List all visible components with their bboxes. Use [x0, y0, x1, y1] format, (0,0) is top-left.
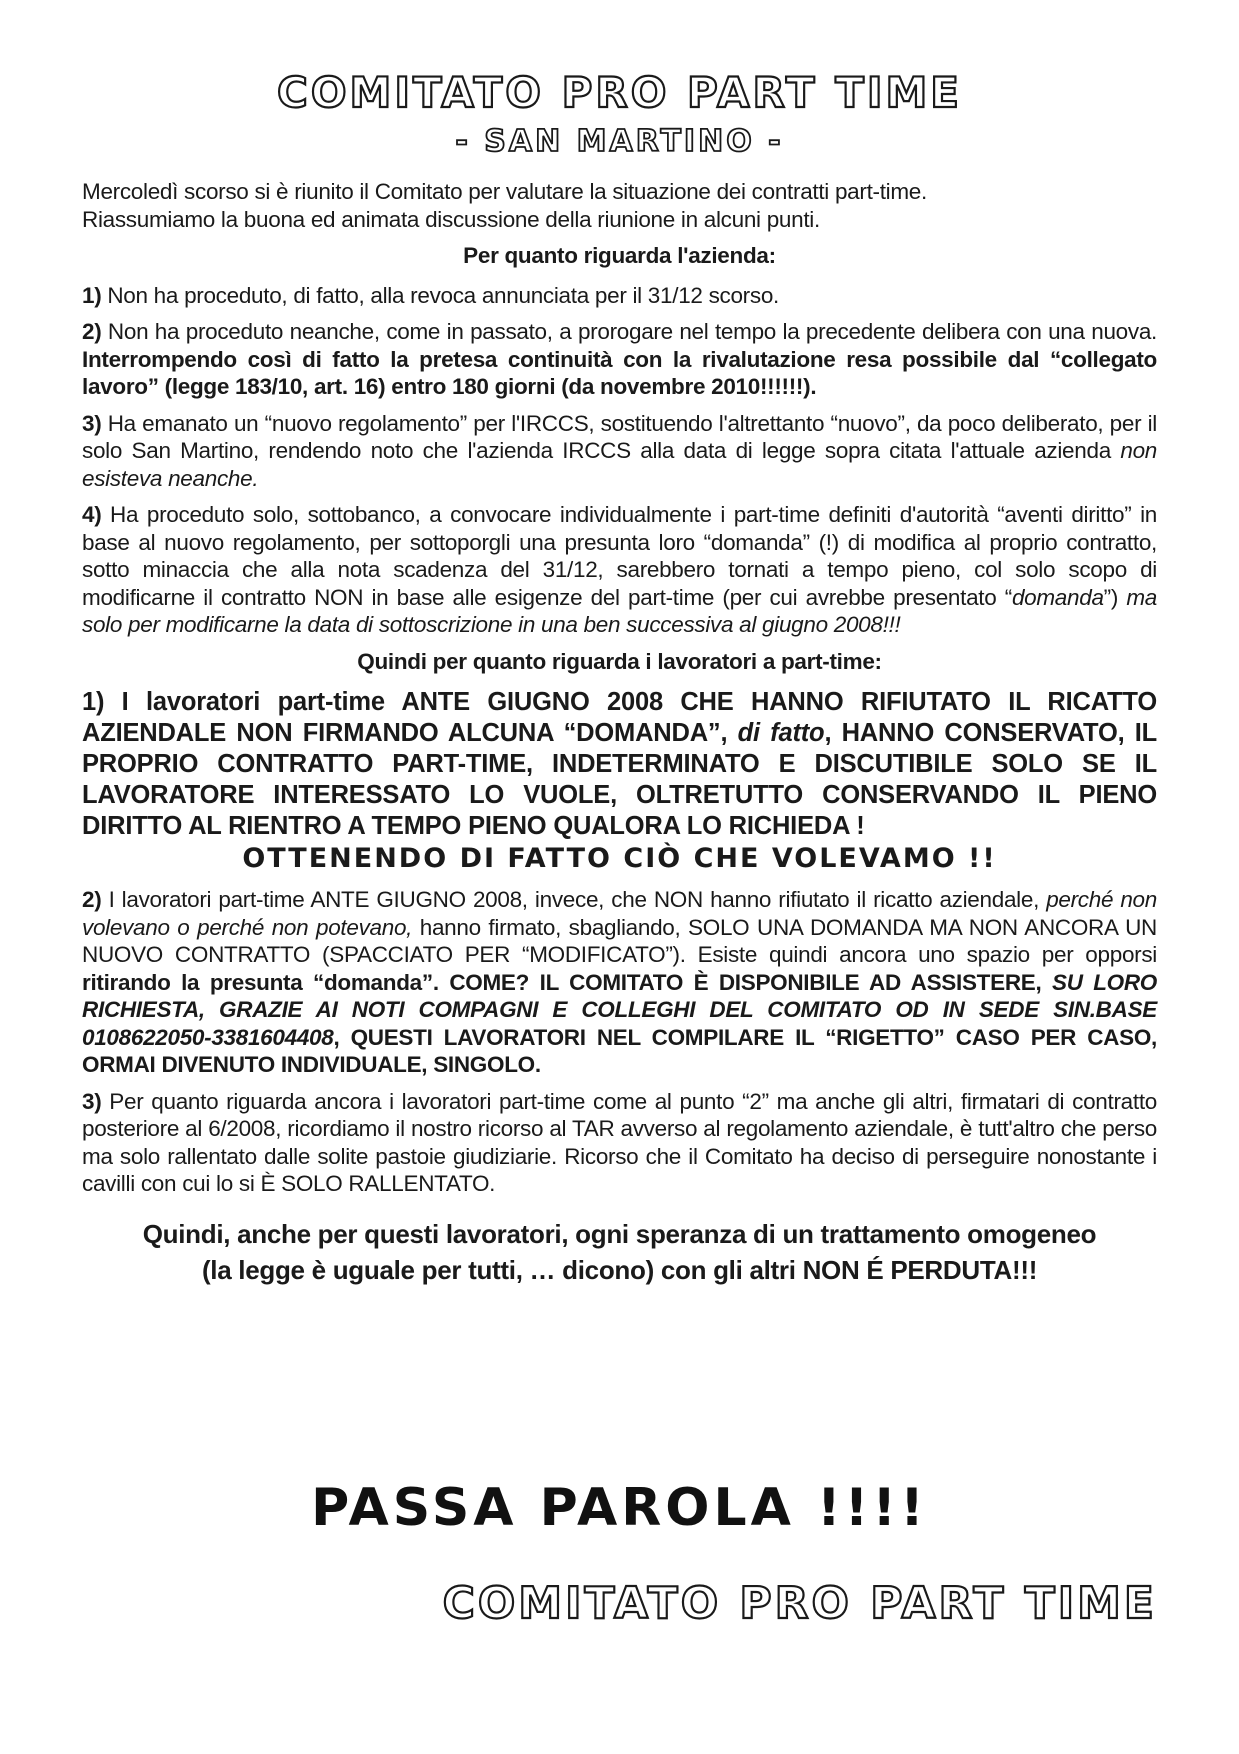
- lavoratori-point-2: [82, 886, 1157, 1079]
- azienda-heading: Per quanto riguarda l'azienda:: [463, 243, 776, 268]
- azienda-point-4: [82, 501, 1157, 639]
- point-italic-text: perché non volevano o perché non potevano,: [82, 887, 1157, 940]
- lavoratori-point-3: [82, 1088, 1157, 1198]
- point-bold-text: Interrompendo così di fatto la pretesa continuità con la rivalutazione resa possibile dal “collegato lavoro” (legge 183/10, art. 16) entro 180 giorni (da novembre 2010!!!!!!).: [82, 346, 1157, 399]
- point-text: Non ha proceduto, di fatto, alla revoca annunciata per il 31/12 scorso.: [101, 282, 779, 308]
- point-number: 4): [82, 502, 102, 527]
- point-text: Per quanto riguarda ancora i lavoratori part-time come al punto “2” ma anche gli altri, firmatari di contratto posteriore al 6/2008, ricordiamo il nostro ricorso al TAR avverso al regolamento aziendale, è tutt'altro che perso ma solo rallentato dalle solite pastoie giudiziarie. Ricorso che il Comitato ha deciso di perseguire nonostante i cavilli con cui lo si È SOLO RALLENTATO.: [82, 1088, 1157, 1196]
- point-italic-text: non esisteva neanche.: [82, 438, 1157, 491]
- shout-line: OTTENENDO DI FATTO CIÒ CHE VOLEVAMO !!: [242, 843, 997, 874]
- point-number: 2): [82, 887, 102, 912]
- point-bold-text: , QUESTI LAVORATORI NEL COMPILARE IL “RIGETTO” CASO PER CASO, ORMAI DIVENUTO INDIVIDUALE, SINGOLO.: [82, 1024, 1157, 1077]
- point-text: I lavoratori part-time ANTE GIUGNO 2008, invece, che NON hanno rifiutato il ricatto aziendale,: [101, 887, 1047, 912]
- signature: COMITATO PRO PART TIME: [442, 1578, 1157, 1629]
- point-number: 1): [82, 282, 102, 308]
- point-bold-text: ritirando la presunta “domanda”. COME? IL COMITATO È DISPONIBILE AD ASSISTERE,: [82, 969, 1052, 995]
- point-bold-italic-text: SU LORO RICHIESTA, GRAZIE AI NOTI COMPAGNI E COLLEGHI DEL COMITATO OD IN SEDE SIN.BASE 0108622050-3381604408: [82, 969, 1158, 1050]
- point-italic-text: ma solo per modificarne la data di sottoscrizione in una ben successiva al giugno 2008!!!: [82, 584, 1157, 637]
- azienda-point-2: [82, 318, 1157, 401]
- point-text: Ha emanato un “nuovo regolamento” per l'IRCCS, sostituendo l'altrettanto “nuovo”, da poco deliberato, per il solo San Martino, rendendo noto che l'azienda IRCCS alla data di legge sopra citata l'attuale azienda: [82, 410, 1157, 463]
- intro-line-2: Riassumiamo la buona ed animata discussione della riunione in alcuni punti.: [82, 206, 820, 232]
- point-number: 1): [82, 688, 105, 716]
- point-italic-text: di fatto: [737, 719, 825, 747]
- point-text: , HANNO CONSERVATO, IL PROPRIO CONTRATTO PART-TIME, INDETERMINATO E DISCUTIBILE SOLO SE IL LAVORATORE INTERESSATO LO VUOLE, OLTRETUTTO CONSERVANDO IL PIENO DIRITTO AL RIENTRO A TEMPO PIENO QUALORA LO RICHIEDA !: [82, 719, 1158, 840]
- point-text: Ha proceduto solo, sottobanco, a convocare individualmente i part-time definiti d'autorità “aventi diritto” in base al nuovo regolamento, per sottoporgli una presunta loro “domanda” (!) di modifica al proprio contratto, sotto minaccia che alla nota scadenza del 31/12, sarebbero tornati a tempo pieno, col solo scopo di modificarne il contratto NON in base alle esigenze del part-time (per cui avrebbe presentato “: [82, 502, 1157, 610]
- intro-line-1: Mercoledì scorso si è riunito il Comitato per valutare la situazione dei contratti part-time.: [82, 179, 927, 204]
- flyer-subtitle: - SAN MARTINO -: [455, 124, 784, 159]
- point-text: hanno firmato, sbagliando, SOLO UNA DOMANDA MA NON ANCORA UN NUOVO CONTRATTO (SPACCIATO PER “MODIFICATO”). Esiste quindi ancora uno spazio per opporsi: [82, 914, 1157, 967]
- point-number: 3): [82, 410, 102, 436]
- intro-paragraph: [82, 178, 1157, 233]
- azienda-point-1: [82, 282, 1157, 310]
- flyer-title: COMITATO PRO PART TIME: [277, 68, 962, 117]
- flyer-body: [82, 178, 1157, 1297]
- point-number: 3): [82, 1088, 102, 1114]
- closing-paragraph: [82, 1216, 1157, 1288]
- lavoratori-heading: Quindi per quanto riguarda i lavoratori a part-time:: [357, 648, 882, 674]
- point-italic-text: domanda: [1011, 584, 1104, 610]
- closing-line-2: (la legge è uguale per tutti, … dicono) con gli altri NON É PERDUTA!!!: [201, 1254, 1038, 1285]
- closing-line-1: Quindi, anche per questi lavoratori, ogni speranza di un trattamento omogeneo: [142, 1218, 1097, 1249]
- point-text: ”): [1103, 584, 1127, 610]
- point-text: Non ha proceduto neanche, come in passato, a prorogare nel tempo la precedente delibera con una nuova.: [101, 319, 1157, 344]
- point-number: 2): [82, 319, 102, 344]
- lavoratori-point-1: [82, 687, 1157, 842]
- point-text: I lavoratori part-time ANTE GIUGNO 2008 CHE HANNO RIFIUTATO IL RICATTO AZIENDALE NON FIRMANDO ALCUNA “DOMANDA”,: [82, 688, 1157, 747]
- passa-parola-banner: PASSA PAROLA !!!!: [311, 1478, 928, 1538]
- azienda-point-3: [82, 410, 1157, 493]
